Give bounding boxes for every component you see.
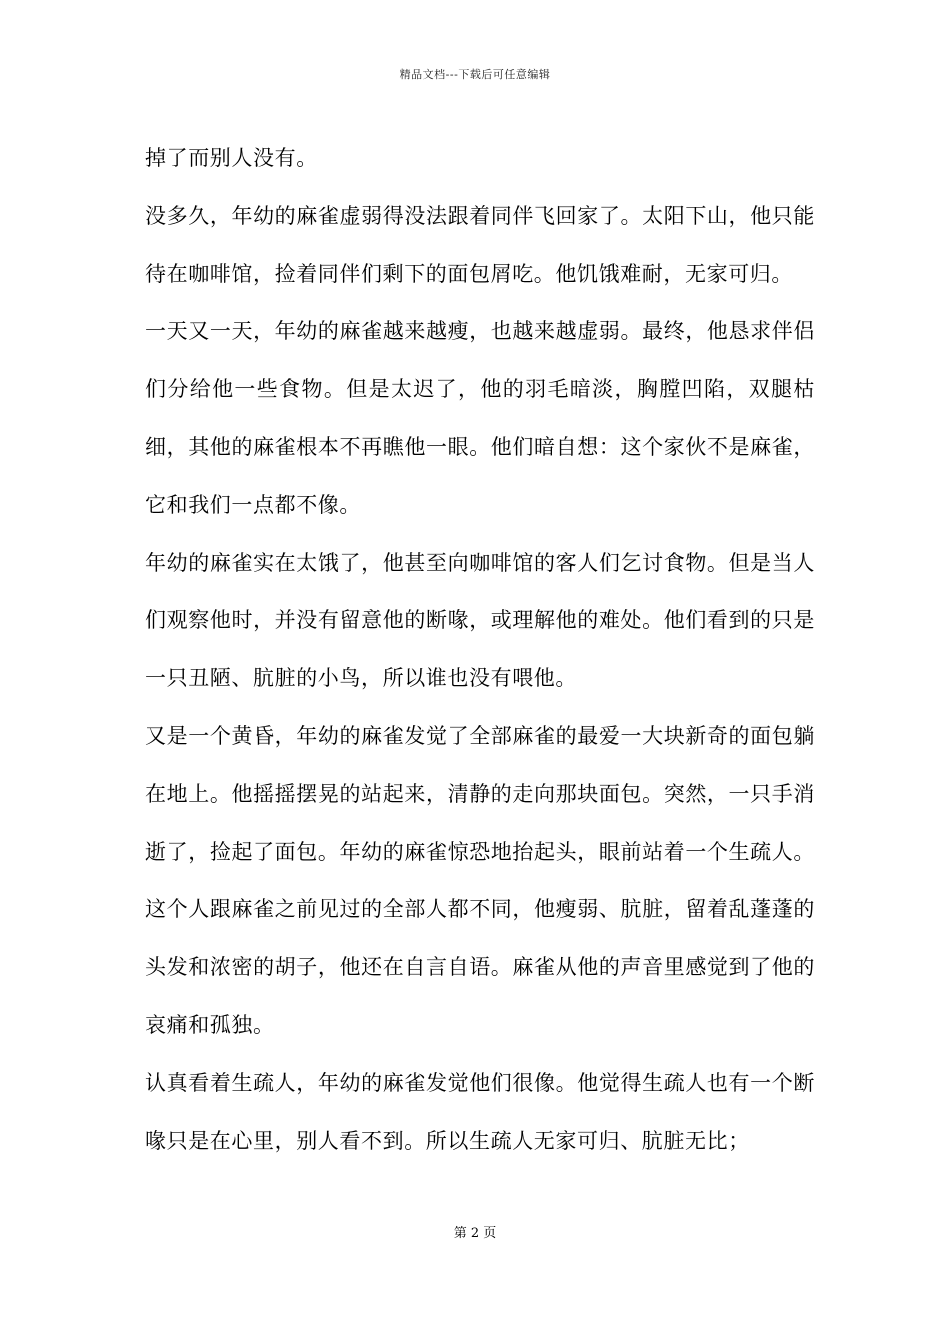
paragraph: 没多久，年幼的麻雀虚弱得没法跟着同伴飞回家了。太阳下山，他只能待在咖啡馆，捡着同伴们剩下的面包屑吃。他饥饿难耐，无家可归。 <box>145 203 815 286</box>
page-header: 精品文档---下载后可任意编辑 <box>399 68 551 81</box>
paragraph: 一天又一天，年幼的麻雀越来越瘦，也越来越虚弱。最终，他恳求伴侣们分给他一些食物。但是太迟了，他的羽毛暗淡，胸膛凹陷，双腿枯细，其他的麻雀根本不再瞧他一眼。他们暗自想：这个家伙不是麻雀，它和我们一点都不像。 <box>145 319 815 517</box>
paragraph: 年幼的麻雀实在太饿了，他甚至向咖啡馆的客人们乞讨食物。但是当人们观察他时，并没有留意他的断喙，或理解他的难处。他们看到的只是一只丑陋、肮脏的小鸟，所以谁也没有喂他。 <box>145 550 815 691</box>
body-text <box>145 130 815 1170</box>
paragraph: 认真看着生疏人，年幼的麻雀发觉他们很像。他觉得生疏人也有一个断喙只是在心里，别人看不到。所以生疏人无家可归、肮脏无比； <box>145 1070 815 1153</box>
page-number: 第 2 页 <box>453 1226 497 1241</box>
paragraph: 掉了而别人没有。 <box>145 146 318 170</box>
paragraph: 又是一个黄昏，年幼的麻雀发觉了全部麻雀的最爱一大块新奇的面包躺在地上。他摇摇摆晃的站起来，清静的走向那块面包。突然，一只手消逝了，捡起了面包。年幼的麻雀惊恐地抬起头，眼前站着一个生疏人。这个人跟麻雀之前见过的全部人都不同，他瘦弱、肮脏，留着乱蓬蓬的头发和浓密的胡子，他还在自言自语。麻雀从他的声音里感觉到了他的哀痛和孤独。 <box>145 723 815 1037</box>
